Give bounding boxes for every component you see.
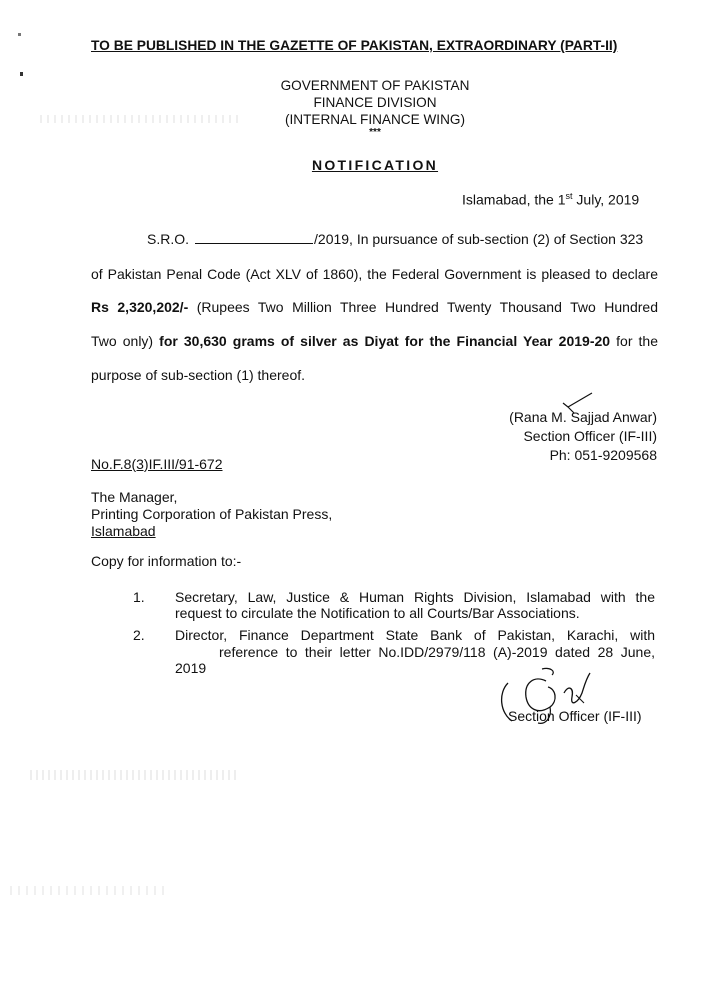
- date-prefix: Islamabad, the 1: [462, 191, 566, 208]
- department-heading: [0, 77, 720, 138]
- silver-weight-statement: for 30,630 grams of silver as Diyat for the Financial Year 2019-20: [159, 333, 611, 349]
- closing-signature: Section Officer (IF-III): [508, 708, 642, 724]
- government-line: GOVERNMENT OF PAKISTAN: [280, 78, 470, 93]
- copy-item-2-line-2: reference to their letter No.IDD/2979/118 (A)-2019 dated 28 June,: [219, 644, 655, 660]
- signatory-phone: Ph: 051-9209568: [549, 447, 657, 463]
- copy-item-1-line-1: Secretary, Law, Justice & Human Rights Division, Islamabad with the: [175, 589, 655, 605]
- body-line-1: [147, 231, 643, 247]
- date-suffix: July, 2019: [572, 191, 640, 208]
- copy-item-2-line-3: 2019: [175, 660, 207, 676]
- diyat-amount: Rs 2,320,202/-: [91, 299, 189, 315]
- recipient-city: Islamabad: [91, 523, 156, 539]
- sro-label: S.R.O.: [147, 231, 190, 247]
- scan-noise: [40, 115, 240, 123]
- signatory-block: [470, 408, 657, 465]
- scan-speck: [18, 33, 21, 36]
- date-superscript: st: [565, 191, 573, 201]
- date-line: [462, 191, 639, 208]
- body-line-4-start: Two only): [91, 333, 154, 349]
- body-line-4: [91, 333, 658, 349]
- notification-title: NOTIFICATION: [311, 157, 439, 173]
- sro-number-blank: [195, 233, 313, 244]
- body-line-4-end: for the: [616, 333, 659, 349]
- copy-item-2-line-1: Director, Finance Department State Bank of Pakistan, Karachi, with: [175, 627, 655, 643]
- gazette-heading: TO BE PUBLISHED IN THE GAZETTE OF PAKISTAN, EXTRAORDINARY (PART-II): [91, 38, 618, 53]
- stars-separator: ***: [369, 127, 381, 138]
- wing-line: (INTERNAL FINANCE WING): [285, 112, 465, 127]
- file-number: No.F.8(3)IF.III/91-672: [91, 456, 223, 472]
- copy-label: Copy for information to:-: [91, 553, 242, 569]
- recipient-address: [91, 489, 332, 540]
- division-line: FINANCE DIVISION: [313, 95, 437, 110]
- body-line-3: [91, 299, 658, 315]
- scan-noise: [30, 770, 240, 780]
- body-line-3-rest: (Rupees Two Million Three Hundred Twenty Thousand Two Hundred: [196, 299, 658, 315]
- recipient-line-1: The Manager,: [91, 489, 178, 505]
- body-line-5: purpose of sub-section (1) thereof.: [91, 367, 306, 383]
- copy-item-number: 2.: [133, 627, 145, 643]
- copy-item-1-line-2: request to circulate the Notification to all Courts/Bar Associations.: [175, 605, 580, 621]
- body-line-2: of Pakistan Penal Code (Act XLV of 1860), the Federal Government is pleased to declare: [91, 266, 658, 282]
- recipient-line-2: Printing Corporation of Pakistan Press,: [91, 506, 333, 522]
- scan-noise: [10, 886, 170, 895]
- scan-speck: [20, 72, 23, 76]
- body-line-1-rest: /2019, In pursuance of sub-section (2) of Section 323: [314, 231, 644, 247]
- copy-item-number: 1.: [133, 589, 145, 605]
- signatory-designation: Section Officer (IF-III): [523, 428, 657, 444]
- signatory-name: (Rana M. Sajjad Anwar): [509, 409, 657, 425]
